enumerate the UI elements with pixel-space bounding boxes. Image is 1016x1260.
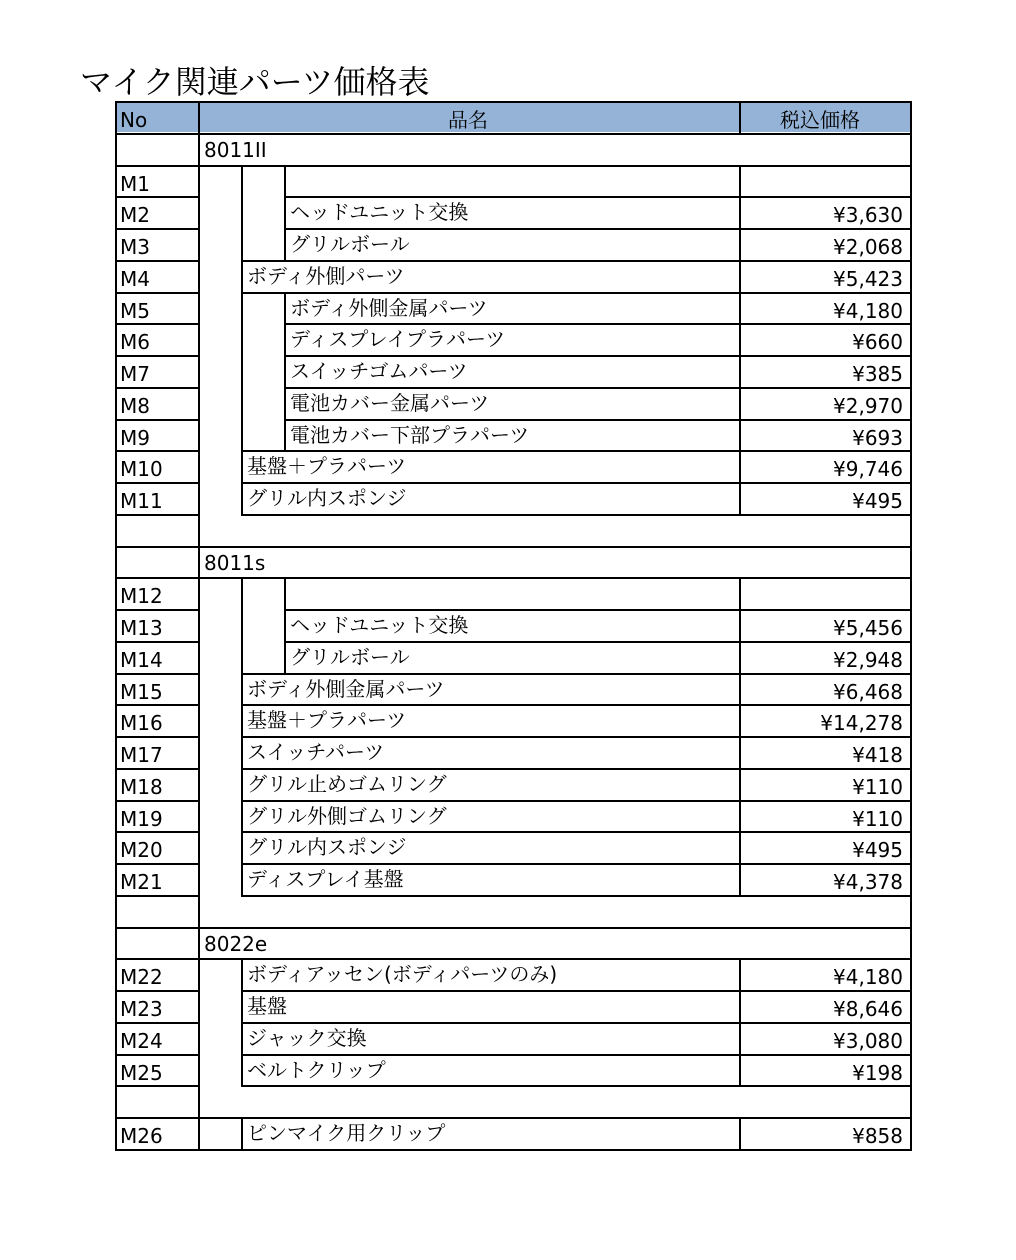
column-divider [739, 673, 741, 706]
item-price: ¥6,468 [833, 679, 903, 704]
row-line [241, 260, 911, 262]
item-name: ベルトクリップ [247, 1057, 386, 1082]
row-line [115, 1117, 198, 1119]
column-divider [739, 1054, 741, 1087]
indent-line [241, 323, 243, 356]
row-line [115, 323, 198, 325]
item-name: グリル内スポンジ [247, 486, 407, 510]
row-line [284, 609, 911, 611]
row-line [241, 514, 911, 516]
item-name: ディスプレイ基盤 [247, 867, 404, 891]
item-no: M10 [120, 457, 163, 482]
row-line [115, 673, 198, 675]
table-left-border [115, 101, 117, 1150]
indent-line [241, 1117, 243, 1150]
item-name: 電池カバー下部プラパーツ [290, 422, 530, 447]
item-no: M8 [120, 393, 150, 418]
item-no: M3 [120, 235, 150, 259]
indent-line [241, 990, 243, 1023]
column-divider [739, 863, 741, 896]
column-divider [739, 990, 741, 1023]
row-line [115, 450, 198, 452]
indent-line [241, 863, 243, 896]
row-line [284, 323, 911, 325]
item-no: M23 [120, 997, 163, 1021]
item-price: ¥8,646 [833, 997, 903, 1021]
model-label: 8011II [204, 137, 267, 162]
item-name: グリル内スポンジ [247, 835, 407, 860]
row-line [115, 387, 198, 389]
row-line [115, 482, 198, 484]
column-divider [739, 768, 741, 801]
column-divider [739, 609, 741, 642]
indent-line [284, 323, 286, 356]
row-line [241, 831, 911, 833]
column-divider [739, 577, 741, 610]
item-no: M2 [120, 203, 150, 228]
item-no: M16 [120, 711, 163, 736]
indent-line [284, 419, 286, 452]
column-divider [739, 482, 741, 515]
item-no: M15 [120, 679, 163, 704]
row-line [284, 196, 911, 198]
item-name: ボディ外側パーツ [247, 263, 405, 288]
item-no: M1 [120, 171, 150, 196]
item-price: ¥495 [852, 838, 903, 863]
indent-line [241, 260, 243, 293]
row-line [115, 228, 198, 230]
row-line [115, 895, 198, 897]
row-line [241, 1054, 911, 1056]
item-price: ¥4,378 [833, 870, 903, 894]
indent-line [241, 800, 243, 833]
row-line [115, 1054, 198, 1056]
column-divider [739, 831, 741, 864]
row-line [241, 482, 911, 484]
indent-line [284, 228, 286, 261]
item-no: M6 [120, 330, 150, 355]
item-no: M4 [120, 266, 150, 291]
item-price: ¥2,068 [833, 235, 903, 259]
row-line [115, 800, 198, 802]
item-no: M14 [120, 647, 163, 672]
item-no: M19 [120, 806, 163, 831]
column-divider [739, 387, 741, 420]
item-no: M18 [120, 774, 163, 799]
item-price: ¥110 [852, 774, 903, 799]
row-line [115, 1022, 198, 1024]
item-price: ¥5,456 [833, 616, 903, 640]
item-no: M7 [120, 362, 150, 386]
row-line [115, 831, 198, 833]
column-divider [739, 736, 741, 769]
indent-line [284, 355, 286, 388]
header-no: No [120, 108, 148, 132]
indent-line [241, 292, 243, 325]
indent-line [241, 419, 243, 452]
item-no: M5 [120, 298, 150, 323]
row-line [241, 673, 911, 675]
indent-line [241, 196, 243, 229]
item-name: グリルボール [290, 232, 410, 256]
row-line [284, 228, 911, 230]
indent-line [241, 831, 243, 864]
row-line [241, 990, 911, 992]
indent-line [284, 577, 286, 610]
item-price: ¥693 [852, 425, 903, 450]
indent-line [241, 165, 243, 198]
row-line [241, 736, 911, 738]
row-line [115, 990, 198, 992]
indent-line [284, 641, 286, 674]
column-divider [739, 165, 741, 198]
row-line [284, 292, 911, 294]
item-name: グリル止めゴムリング [247, 771, 447, 796]
item-name: 基盤＋プラパーツ [247, 708, 407, 733]
item-no: M22 [120, 965, 163, 990]
row-line [115, 419, 198, 421]
indent-line [241, 387, 243, 420]
row-line [115, 165, 198, 167]
row-line [284, 355, 911, 357]
item-price: ¥4,180 [833, 298, 903, 323]
table-bottom-border [115, 1149, 912, 1151]
indent-line [241, 958, 243, 991]
header-name: 品名 [448, 108, 488, 132]
row-line [284, 577, 911, 579]
item-name: 基盤＋プラパーツ [247, 454, 407, 479]
indent-line [241, 768, 243, 801]
row-line [115, 133, 912, 135]
column-divider [739, 260, 741, 293]
row-line [241, 958, 911, 960]
column-divider [739, 704, 741, 737]
row-line [241, 1022, 911, 1024]
item-no: M24 [120, 1028, 163, 1053]
column-divider [739, 323, 741, 356]
header-price: 税込価格 [780, 108, 860, 132]
row-line [115, 768, 198, 770]
row-line [241, 450, 911, 452]
row-line [284, 387, 911, 389]
item-no: M9 [120, 425, 150, 450]
indent-line [284, 609, 286, 642]
row-line [115, 577, 198, 579]
item-price: ¥3,630 [833, 203, 903, 228]
table-top-border [115, 101, 912, 103]
row-line [241, 863, 911, 865]
indent-line [241, 609, 243, 642]
row-line [115, 609, 198, 611]
row-line [284, 419, 911, 421]
item-price: ¥14,278 [820, 711, 903, 736]
item-price: ¥9,746 [833, 457, 903, 482]
item-name: ピンマイク用クリップ [247, 1121, 446, 1145]
column-divider [739, 355, 741, 388]
item-name: ボディアッセン(ボディパーツのみ) [247, 962, 558, 987]
row-line [284, 641, 911, 643]
row-line [115, 736, 198, 738]
item-no: M13 [120, 616, 163, 640]
row-line [115, 546, 912, 548]
table-right-border [910, 101, 912, 1150]
item-name: グリルボール [290, 644, 410, 669]
indent-line [241, 355, 243, 388]
indent-line [241, 641, 243, 674]
page-title: マイク関連パーツ価格表 [80, 63, 430, 101]
row-line [115, 704, 198, 706]
column-divider [739, 419, 741, 452]
item-price: ¥858 [852, 1124, 903, 1148]
item-name: ボディ外側金属パーツ [290, 295, 488, 320]
column-divider [739, 196, 741, 229]
item-name: ディスプレイプラパーツ [290, 327, 506, 352]
column-divider [739, 1022, 741, 1055]
item-name: グリル外側ゴムリング [247, 803, 447, 828]
row-line [115, 355, 198, 357]
model-label: 8011s [204, 550, 266, 575]
indent-line [284, 292, 286, 325]
item-price: ¥2,948 [833, 647, 903, 672]
row-line [284, 165, 911, 167]
indent-line [241, 577, 243, 610]
indent-line [284, 387, 286, 420]
indent-line [241, 736, 243, 769]
indent-line [241, 1022, 243, 1055]
indent-line [241, 704, 243, 737]
row-line [241, 704, 911, 706]
row-line [241, 1085, 911, 1087]
item-price: ¥198 [852, 1060, 903, 1085]
indent-line [241, 1054, 243, 1087]
indent-line [241, 450, 243, 483]
item-name: 電池カバー金属パーツ [290, 390, 490, 415]
column-divider [198, 101, 200, 1150]
row-line [115, 958, 198, 960]
row-line [241, 1117, 911, 1119]
item-name: スイッチゴムパーツ [290, 359, 468, 383]
column-divider [739, 800, 741, 833]
item-price: ¥495 [852, 489, 903, 513]
column-divider [739, 641, 741, 674]
item-no: M12 [120, 584, 163, 609]
item-name: ヘッドユニット交換 [290, 200, 469, 225]
item-no: M17 [120, 743, 163, 767]
column-divider [739, 292, 741, 325]
item-price: ¥110 [852, 806, 903, 831]
item-price: ¥418 [852, 743, 903, 767]
row-line [241, 895, 911, 897]
indent-line [284, 165, 286, 198]
item-price: ¥2,970 [833, 393, 903, 418]
row-line [115, 641, 198, 643]
row-line [241, 800, 911, 802]
indent-line [241, 228, 243, 261]
item-price: ¥5,423 [833, 266, 903, 291]
item-no: M11 [120, 489, 163, 513]
model-label: 8022e [204, 931, 268, 956]
row-line [115, 292, 198, 294]
column-divider [739, 450, 741, 483]
item-name: ジャック交換 [247, 1025, 367, 1050]
row-line [115, 927, 912, 929]
item-no: M20 [120, 838, 163, 863]
item-name: スイッチパーツ [247, 740, 385, 764]
indent-line [284, 196, 286, 229]
column-divider [739, 101, 741, 133]
item-name: ヘッドユニット交換 [290, 613, 469, 637]
item-price: ¥385 [852, 362, 903, 386]
row-line [115, 514, 198, 516]
item-price: ¥4,180 [833, 965, 903, 990]
column-divider [739, 1117, 741, 1150]
row-line [115, 1085, 198, 1087]
item-no: M26 [120, 1124, 163, 1148]
indent-line [241, 482, 243, 515]
column-divider [739, 228, 741, 261]
item-name: 基盤 [247, 994, 287, 1018]
item-name: ボディ外側金属パーツ [247, 676, 445, 701]
column-divider [739, 958, 741, 991]
item-no: M25 [120, 1060, 163, 1085]
item-no: M21 [120, 870, 163, 894]
row-line [241, 768, 911, 770]
row-line [115, 260, 198, 262]
item-price: ¥3,080 [833, 1028, 903, 1053]
indent-line [241, 673, 243, 706]
row-line [115, 196, 198, 198]
item-price: ¥660 [852, 330, 903, 355]
row-line [115, 863, 198, 865]
